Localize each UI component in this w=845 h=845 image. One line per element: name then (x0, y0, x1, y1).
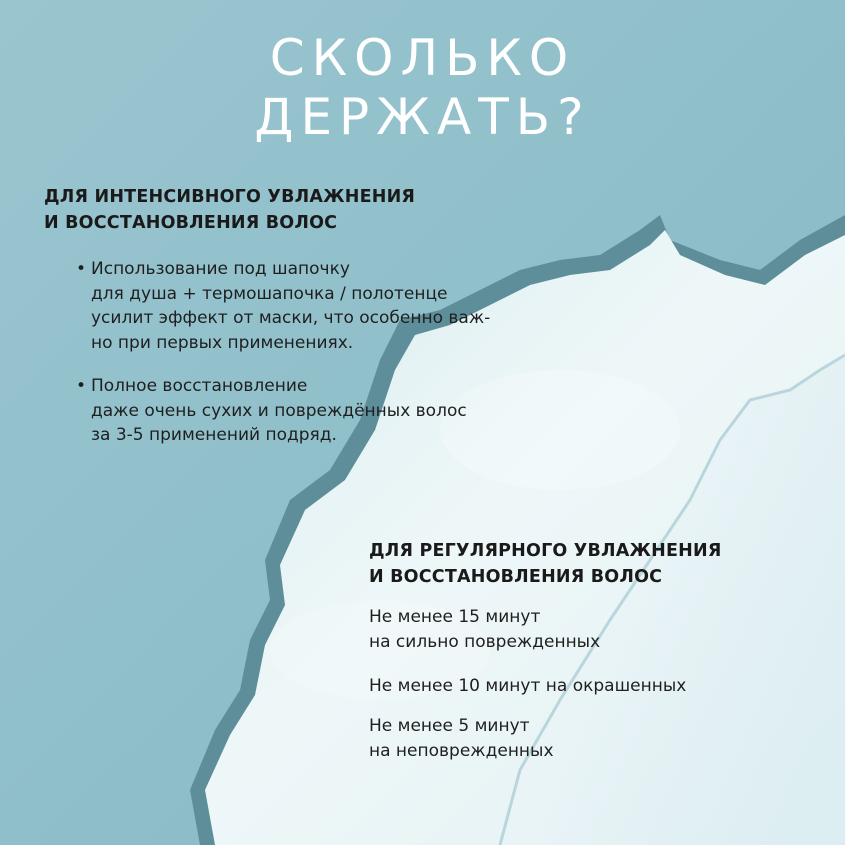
timing-line: на неповрежденных (369, 741, 554, 761)
timing-item-damaged (369, 605, 600, 655)
intensive-bullet-1 (76, 257, 490, 355)
intensive-heading (44, 184, 415, 236)
bullet-line (76, 257, 490, 282)
intensive-bullet-2 (76, 374, 467, 448)
bullet-line: усилит эффект от маски, что особенно важ- (91, 308, 491, 328)
intensive-heading-line-2: И ВОССТАНОВЛЕНИЯ ВОЛОС (44, 213, 338, 233)
regular-heading (369, 538, 722, 590)
bullet-line (76, 374, 467, 399)
timing-line: Не менее 10 минут на окрашенных (369, 676, 687, 696)
bullet-line: за 3-5 применений подряд. (91, 425, 337, 445)
bullet-line: для душа + термошапочка / полотенце (91, 283, 448, 304)
bullet-line: даже очень сухих и повреждённых волос (91, 400, 467, 421)
regular-heading-line-2: И ВОССТАНОВЛЕНИЯ ВОЛОС (369, 567, 663, 587)
bullet-dot: • (76, 376, 87, 396)
bullet-text: Полное восстановление (91, 376, 308, 396)
timing-item-undamaged (369, 714, 554, 764)
bullet-line: но при первых применениях. (91, 332, 354, 353)
regular-heading-line-1: ДЛЯ РЕГУЛЯРНОГО УВЛАЖНЕНИЯ (369, 541, 722, 561)
title-line-2: ДЕРЖАТЬ? (254, 88, 591, 146)
timing-item-colored (369, 674, 686, 699)
timing-line: Не менее 5 минут (369, 716, 530, 736)
bullet-dot: • (76, 259, 87, 279)
timing-line: Не менее 15 минут (369, 607, 541, 627)
timing-line: на сильно поврежденных (369, 632, 601, 652)
title-line-1: СКОЛЬКО (269, 29, 576, 87)
intensive-heading-line-1: ДЛЯ ИНТЕНСИВНОГО УВЛАЖНЕНИЯ (44, 187, 416, 207)
bullet-text: Использование под шапочку (91, 259, 350, 279)
cream-highlight (440, 370, 680, 490)
